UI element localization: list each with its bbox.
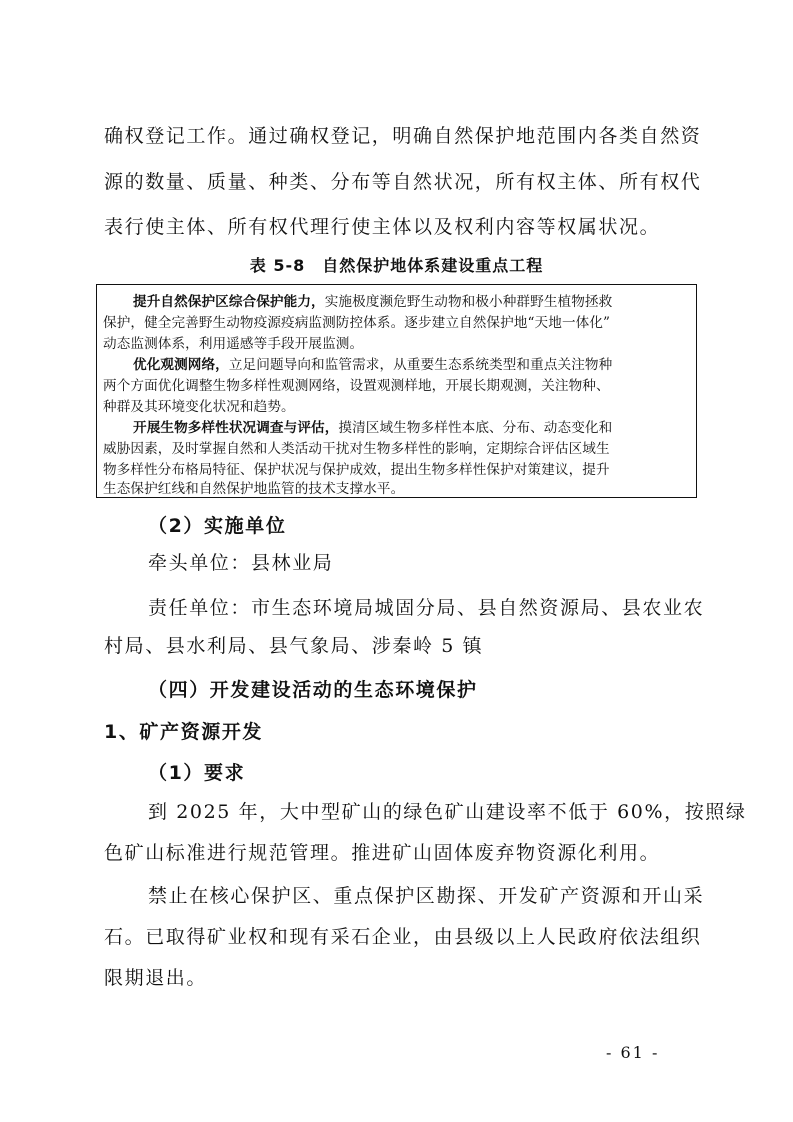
key-projects-table	[96, 284, 697, 498]
table-row: 保护，健全完善野生动物疫源疫病监测防控体系。逐步建立自然保护地“天地一体化”	[103, 315, 611, 331]
table-row: 物多样性分布格局特征、保护状况与保护成效，提出生物多样性保护对策建议，提升	[103, 462, 610, 478]
paragraph-line: 表行使主体、所有权代理行使主体以及权利内容等权属状况。	[104, 216, 661, 238]
paragraph-line: 责任单位：市生态环境局城固分局、县自然资源局、县农业农	[148, 597, 705, 619]
section-heading: （四）开发建设活动的生态环境保护	[148, 679, 478, 701]
page-number: - 61 -	[606, 1043, 660, 1062]
table-row: 动态监测体系，利用遥感等手段开展监测。	[103, 336, 364, 352]
table-row: 两个方面优化调整生物多样性观测网络，设置观测样地，开展长期观测，关注物种、	[103, 378, 610, 394]
item-heading: 开展生物多样性状况调查与评估，	[133, 420, 339, 436]
subheading: （1）要求	[148, 762, 246, 784]
item-heading: 提升自然保护区综合保护能力，	[133, 294, 325, 310]
table-row: 优化观测网络，立足问题导向和监管需求，从重要生态系统类型和重点关注物种	[133, 357, 613, 373]
subsection-heading: 1、矿产资源开发	[104, 721, 264, 743]
subheading: （2）实施单位	[148, 515, 287, 537]
paragraph-line: 色矿山标准进行规范管理。推进矿山固体废弃物资源化利用。	[104, 842, 661, 864]
table-row: 种群及其环境变化状况和趋势。	[103, 399, 295, 415]
paragraph-line: 牵头单位：县林业局	[148, 552, 334, 574]
table-title: 表 5-8 自然保护地体系建设重点工程	[249, 256, 544, 275]
paragraph-line: 限期退出。	[104, 967, 208, 989]
item-heading: 优化观测网络，	[133, 357, 229, 373]
paragraph-line: 村局、县水利局、县气象局、涉秦岭 5 镇	[104, 635, 484, 657]
paragraph-line: 禁止在核心保护区、重点保护区勘探、开发矿产资源和开山采	[148, 885, 705, 907]
paragraph-line: 确权登记工作。通过确权登记，明确自然保护地范围内各类自然资	[104, 125, 702, 147]
table-row: 威胁因素，及时掌握自然和人类活动干扰对生物多样性的影响，定期综合评估区域生	[103, 441, 610, 457]
table-row: 提升自然保护区综合保护能力，实施极度濒危野生动物和极小种群野生植物拯救	[133, 294, 613, 310]
paragraph-line: 石。已取得矿业权和现有采石企业，由县级以上人民政府依法组织	[104, 926, 702, 948]
paragraph-line: 到 2025 年，大中型矿山的绿色矿山建设率不低于 60%，按照绿	[148, 801, 747, 823]
paragraph-line: 源的数量、质量、种类、分布等自然状况，所有权主体、所有权代	[104, 171, 702, 193]
table-row: 开展生物多样性状况调查与评估，摸清区域生物多样性本底、分布、动态变化和	[133, 420, 613, 436]
table-row: 生态保护红线和自然保护地监管的技术支撑水平。	[103, 481, 405, 497]
